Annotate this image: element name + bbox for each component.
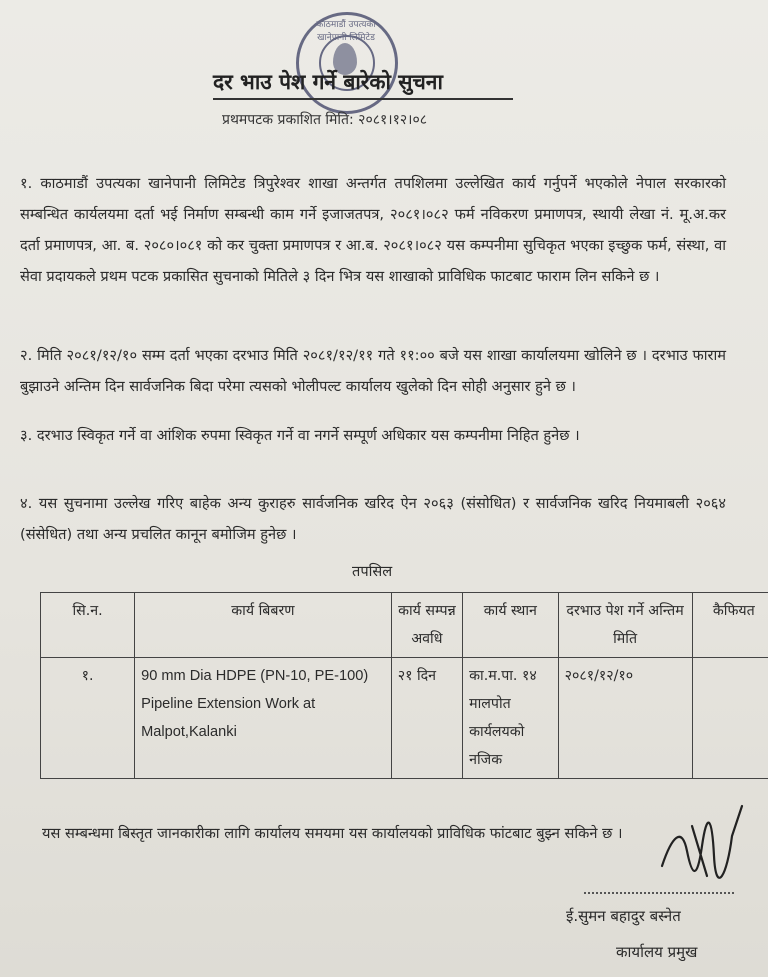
cell-deadline: २०८१/१२/१० (558, 658, 692, 779)
header-duration: कार्य सम्पन्न अवधि (391, 593, 462, 658)
table-caption: तपसिल (352, 563, 393, 580)
signature-line (584, 882, 734, 894)
cell-location: का.म.पा. १४ मालपोत कार्यलयको नजिक (463, 658, 558, 779)
header-description: कार्य बिबरण (135, 593, 392, 658)
seal-ring-text: काठमाडौं उपत्यका खानेपानी लिमिटेड (316, 20, 376, 43)
paragraph-3: ३. दरभाउ स्विकृत गर्ने वा आंशिक रुपमा स्विकृत गर्ने वा नगर्ने सम्पूर्ण अधिकार यस कम्पनीमा निहित हुनेछ । (20, 427, 580, 444)
work-details-table (40, 592, 768, 779)
signer-title: कार्यालय प्रमुख (616, 943, 698, 961)
paragraph-1: १. काठमाडौं उपत्यका खानेपानी लिमिटेड त्रिपुरेश्वर शाखा अन्तर्गत तपशिलमा उल्लेखित कार्य गर्नुपर्ने भएकोले नेपाल सरकारको सम्बन्धित कार्यलयमा दर्ता भई निर्माण सम्बन्धी काम गर्ने इजाजतपत्र, २०८१।०८२ फर्म नविकरण प्रमाणपत्र, स्थायी लेखा नं. मू.अ.कर दर्ता प्रमाणपत्र, आ. ब. २०८०।०८१ को कर चुक्ता प्रमाणपत्र र आ.ब. २०८१।०८२ यस कम्पनीमा सुचिकृत भएका इच्छुक फर्म, संस्था, वा सेवा प्रदायकले प्रथम पटक प्रकासित सुचनाको मितिले ३ दिन भित्र यस शाखाको प्राविधिक फाटबाट फाराम लिन सकिने छ । (20, 175, 726, 285)
notice-title: दर भाउ पेश गर्ने बारेको सुचना (213, 68, 513, 100)
paragraph-2: २. मिति २०८१/१२/१० सम्म दर्ता भएका दरभाउ मिति २०८१/१२/११ गते ११:०० बजे यस शाखा कार्यालयमा खोलिने छ । दरभाउ फाराम बुझाउने अन्तिम दिन सार्वजनिक बिदा परेमा त्यसको भोलीपल्ट कार्यालय खुलेको दिन सोही अनुसार हुने छ । (20, 347, 726, 395)
cell-description: 90 mm Dia HDPE (PN-10, PE-100) Pipeline Extension Work at Malpot,Kalanki (135, 658, 392, 779)
published-date: प्रथमपटक प्रकाशित मिति: २०८१।१२।०८ (222, 112, 428, 128)
paragraph-4: ४. यस सुचनामा उल्लेख गरिए बाहेक अन्य कुराहरु सार्वजनिक खरिद ऐन २०६३ (संसोधित) र सार्वजनिक खरिद नियमाबली २०६४ (संसेधित) तथा अन्य प्रचलित कानून बमोजिम हुनेछ । (20, 495, 726, 543)
handwritten-signature (652, 796, 752, 896)
header-location: कार्य स्थान (463, 593, 558, 658)
header-sn: सि.न. (41, 593, 135, 658)
cell-remarks (692, 658, 768, 779)
header-deadline: दरभाउ पेश गर्ने अन्तिम मिति (558, 593, 692, 658)
cell-sn: १. (41, 658, 135, 779)
header-remarks: कैफियत (692, 593, 768, 658)
signer-name: ई.सुमन बहादुर बस्नेत (566, 907, 681, 925)
table-row (41, 658, 768, 779)
table-header-row (41, 593, 768, 658)
cell-duration: २१ दिन (391, 658, 462, 779)
closing-note: यस सम्बन्धमा बिस्तृत जानकारीका लागि कार्यालय समयमा यस कार्यालयको प्राविधिक फांटबाट बुझ्न सकिने छ । (42, 825, 623, 842)
